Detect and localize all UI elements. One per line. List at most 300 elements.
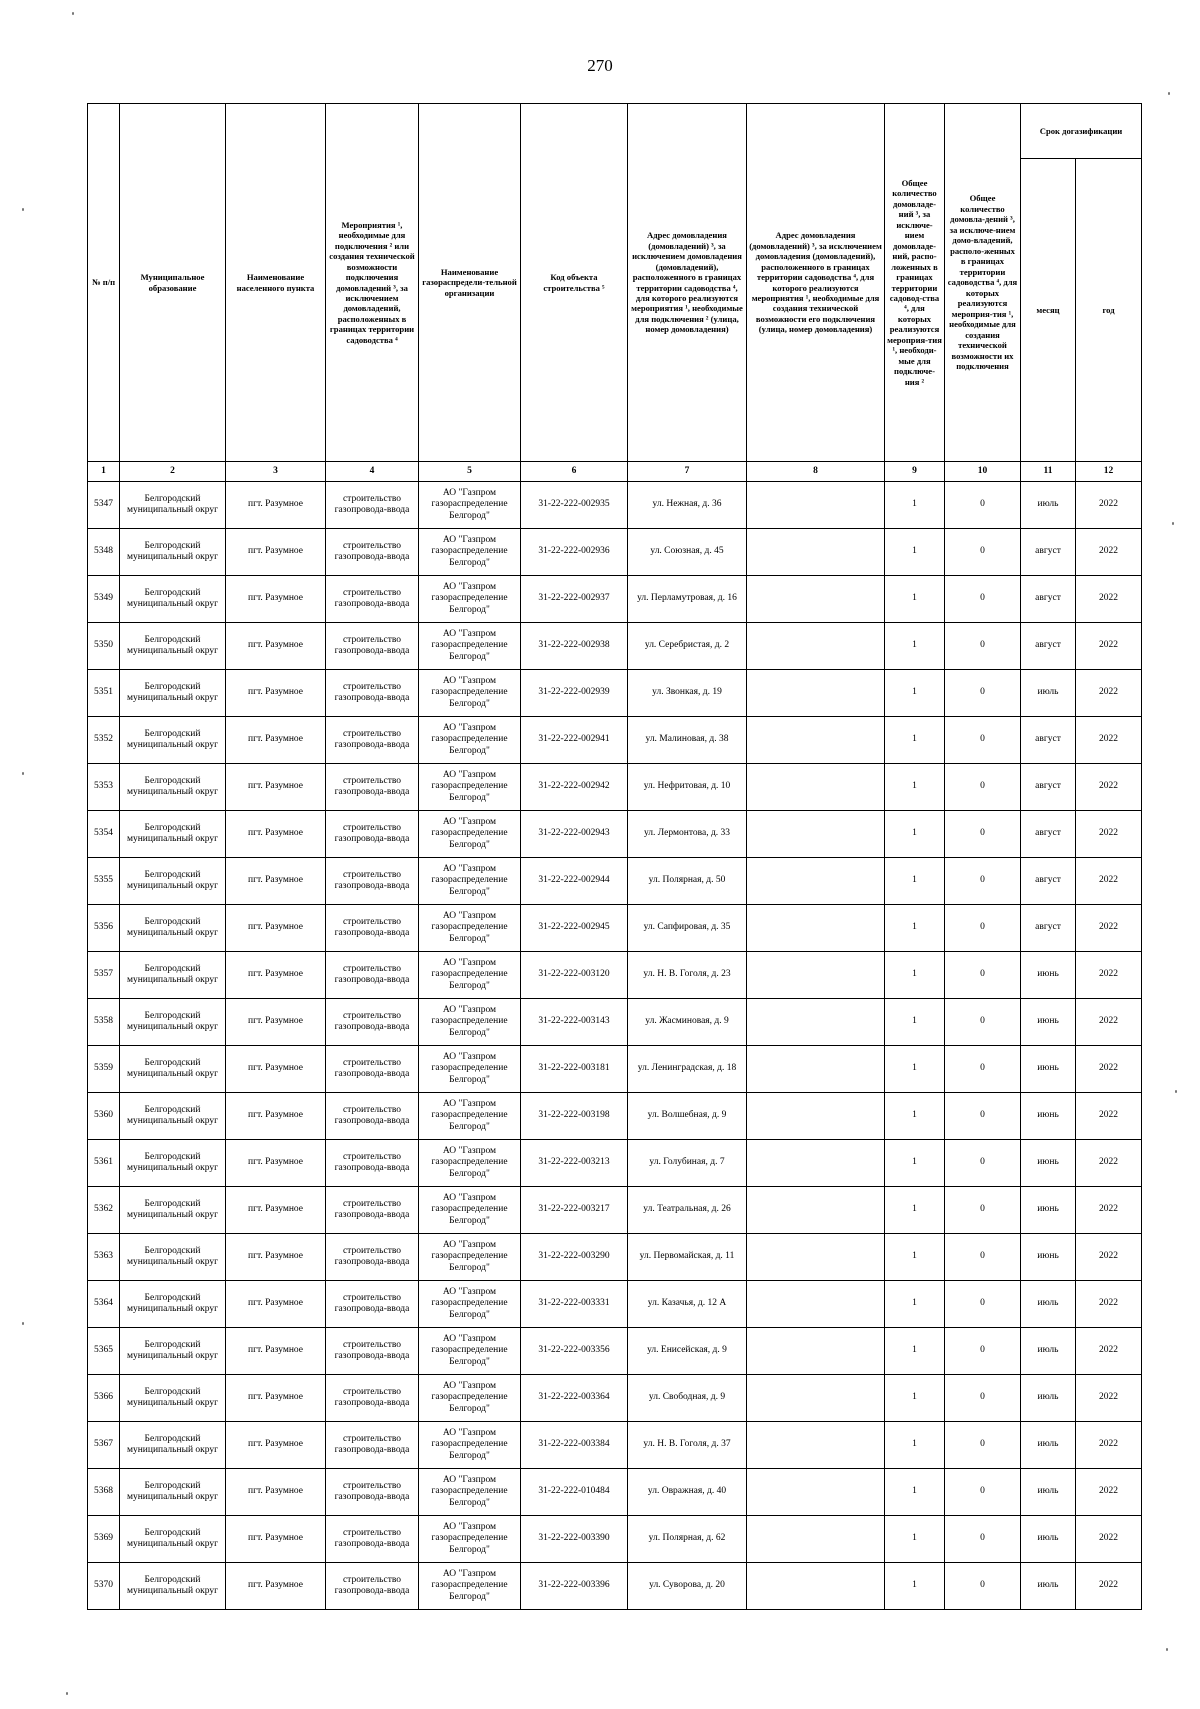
row-count-connection: 1 [885,482,945,529]
row-measure: строительство газопровода-ввода [326,1422,419,1469]
row-object-code: 31-22-222-002936 [521,529,628,576]
row-address-technical [747,1375,885,1422]
column-number: 11 [1021,462,1076,482]
row-address-technical [747,811,885,858]
row-number: 5360 [88,1093,120,1140]
row-measure: строительство газопровода-ввода [326,1281,419,1328]
row-number: 5355 [88,858,120,905]
row-measure: строительство газопровода-ввода [326,1187,419,1234]
row-settlement: пгт. Разумное [226,529,326,576]
row-gas-organization: АО "Газпром газораспределение Белгород" [419,1093,521,1140]
column-number: 7 [628,462,747,482]
row-count-connection: 1 [885,811,945,858]
row-municipality: Белгородский муниципальный округ [120,858,226,905]
row-municipality: Белгородский муниципальный округ [120,1281,226,1328]
row-year: 2022 [1076,670,1142,717]
row-year: 2022 [1076,1516,1142,1563]
row-year: 2022 [1076,905,1142,952]
row-number: 5369 [88,1516,120,1563]
row-address-technical [747,999,885,1046]
row-object-code: 31-22-222-003364 [521,1375,628,1422]
row-measure: строительство газопровода-ввода [326,1469,419,1516]
row-gas-organization: АО "Газпром газораспределение Белгород" [419,482,521,529]
row-number: 5358 [88,999,120,1046]
column-number: 4 [326,462,419,482]
row-address-technical [747,1281,885,1328]
col-header-object-code: Код объекта строительства ⁵ [521,104,628,462]
row-address-technical [747,529,885,576]
row-month: август [1021,717,1076,764]
row-month: июль [1021,1469,1076,1516]
row-settlement: пгт. Разумное [226,482,326,529]
row-number: 5354 [88,811,120,858]
row-address: ул. Полярная, д. 50 [628,858,747,905]
col-header-count-connection: Общее количество домовладе-ний ³, за исключе-нием домовладе-ний, распо-ложенных в границах территории садовод-ства ⁴, для которых реализуются мероприя-тия ¹, необходи-мые для подключе-ния ² [885,104,945,462]
row-count-connection: 1 [885,1328,945,1375]
row-municipality: Белгородский муниципальный округ [120,1046,226,1093]
row-count-technical: 0 [945,1093,1021,1140]
row-count-connection: 1 [885,1469,945,1516]
row-month: июнь [1021,1234,1076,1281]
table-row [88,576,1142,623]
row-object-code: 31-22-222-003198 [521,1093,628,1140]
row-year: 2022 [1076,1281,1142,1328]
row-gas-organization: АО "Газпром газораспределение Белгород" [419,670,521,717]
row-settlement: пгт. Разумное [226,717,326,764]
row-count-technical: 0 [945,764,1021,811]
row-address-technical [747,858,885,905]
row-count-technical: 0 [945,717,1021,764]
row-settlement: пгт. Разумное [226,576,326,623]
row-address-technical [747,1093,885,1140]
row-settlement: пгт. Разумное [226,670,326,717]
row-settlement: пгт. Разумное [226,1375,326,1422]
row-count-technical: 0 [945,858,1021,905]
table-row [88,999,1142,1046]
row-number: 5365 [88,1328,120,1375]
row-count-technical: 0 [945,1516,1021,1563]
row-year: 2022 [1076,1328,1142,1375]
row-gas-organization: АО "Газпром газораспределение Белгород" [419,1234,521,1281]
table-row [88,623,1142,670]
col-header-number: № п/п [88,104,120,462]
table-row [88,529,1142,576]
row-object-code: 31-22-222-002945 [521,905,628,952]
row-month: июль [1021,1422,1076,1469]
row-object-code: 31-22-222-002943 [521,811,628,858]
table-row [88,1375,1142,1422]
row-count-connection: 1 [885,905,945,952]
row-year: 2022 [1076,1140,1142,1187]
row-count-connection: 1 [885,1234,945,1281]
row-measure: строительство газопровода-ввода [326,1093,419,1140]
row-count-connection: 1 [885,764,945,811]
row-month: август [1021,811,1076,858]
row-address: ул. Лермонтова, д. 33 [628,811,747,858]
row-year: 2022 [1076,1469,1142,1516]
row-number: 5352 [88,717,120,764]
row-count-technical: 0 [945,1375,1021,1422]
column-numbers-row [88,462,1142,482]
row-month: июль [1021,1328,1076,1375]
row-address: ул. Звонкая, д. 19 [628,670,747,717]
row-gas-organization: АО "Газпром газораспределение Белгород" [419,1563,521,1610]
row-year: 2022 [1076,1422,1142,1469]
col-header-count-technical: Общее количество домовла-дений ³, за исключе-нием домо-владений, располо-женных в границах территории садоводства ⁴, для которых реализуются мероприя-тия ¹, необходимые для создания технической возможности их подключения [945,104,1021,462]
row-month: август [1021,858,1076,905]
table-row [88,1187,1142,1234]
table-row [88,717,1142,764]
row-address: ул. Полярная, д. 62 [628,1516,747,1563]
row-count-technical: 0 [945,1563,1021,1610]
table-row [88,952,1142,999]
row-municipality: Белгородский муниципальный округ [120,623,226,670]
row-month: июнь [1021,1046,1076,1093]
row-measure: строительство газопровода-ввода [326,482,419,529]
row-count-connection: 1 [885,1422,945,1469]
row-address-technical [747,1469,885,1516]
row-count-technical: 0 [945,811,1021,858]
row-count-technical: 0 [945,905,1021,952]
row-number: 5356 [88,905,120,952]
row-count-technical: 0 [945,623,1021,670]
row-settlement: пгт. Разумное [226,1328,326,1375]
table-row [88,1328,1142,1375]
row-object-code: 31-22-222-003120 [521,952,628,999]
row-number: 5347 [88,482,120,529]
row-gas-organization: АО "Газпром газораспределение Белгород" [419,1281,521,1328]
col-header-address-technical: Адрес домовладения (домовладений) ³, за исключением домовладения (домовладений), расположенного в границах территории садоводства ⁴, для которого реализуются мероприятия ¹, необходимые для создания технической возможности его подключения (улица, номер домовладения) [747,104,885,462]
row-number: 5361 [88,1140,120,1187]
row-month: август [1021,529,1076,576]
row-gas-organization: АО "Газпром газораспределение Белгород" [419,623,521,670]
row-object-code: 31-22-222-010484 [521,1469,628,1516]
row-address-technical [747,1328,885,1375]
row-object-code: 31-22-222-002938 [521,623,628,670]
row-address: ул. Суворова, д. 20 [628,1563,747,1610]
row-count-technical: 0 [945,1281,1021,1328]
row-measure: строительство газопровода-ввода [326,952,419,999]
row-count-connection: 1 [885,623,945,670]
row-count-connection: 1 [885,952,945,999]
row-count-connection: 1 [885,858,945,905]
table-row [88,1046,1142,1093]
row-address-technical [747,1234,885,1281]
table-row [88,905,1142,952]
column-number: 1 [88,462,120,482]
table-row [88,1469,1142,1516]
row-address: ул. Жасминовая, д. 9 [628,999,747,1046]
row-address-technical [747,1563,885,1610]
row-count-connection: 1 [885,529,945,576]
row-municipality: Белгородский муниципальный округ [120,1375,226,1422]
row-address: ул. Ленинградская, д. 18 [628,1046,747,1093]
row-object-code: 31-22-222-003384 [521,1422,628,1469]
row-object-code: 31-22-222-003213 [521,1140,628,1187]
row-measure: строительство газопровода-ввода [326,905,419,952]
column-number: 9 [885,462,945,482]
row-count-technical: 0 [945,1046,1021,1093]
row-address-technical [747,576,885,623]
row-municipality: Белгородский муниципальный округ [120,1140,226,1187]
row-year: 2022 [1076,1187,1142,1234]
table-row [88,1234,1142,1281]
row-object-code: 31-22-222-003181 [521,1046,628,1093]
row-municipality: Белгородский муниципальный округ [120,717,226,764]
row-measure: строительство газопровода-ввода [326,717,419,764]
row-object-code: 31-22-222-003290 [521,1234,628,1281]
gasification-table [87,103,1142,1610]
row-count-connection: 1 [885,1516,945,1563]
row-month: июль [1021,1563,1076,1610]
row-month: июль [1021,482,1076,529]
row-measure: строительство газопровода-ввода [326,623,419,670]
row-count-connection: 1 [885,1187,945,1234]
row-address-technical [747,717,885,764]
col-header-deadline-group: Срок догазификации [1021,104,1142,159]
row-measure: строительство газопровода-ввода [326,1516,419,1563]
row-address-technical [747,764,885,811]
row-year: 2022 [1076,1093,1142,1140]
table-row [88,1563,1142,1610]
row-address-technical [747,905,885,952]
row-municipality: Белгородский муниципальный округ [120,1469,226,1516]
row-number: 5364 [88,1281,120,1328]
row-gas-organization: АО "Газпром газораспределение Белгород" [419,1375,521,1422]
row-year: 2022 [1076,1375,1142,1422]
col-header-gas-organization: Наименование газораспредели-тельной организации [419,104,521,462]
row-measure: строительство газопровода-ввода [326,1140,419,1187]
row-settlement: пгт. Разумное [226,858,326,905]
row-gas-organization: АО "Газпром газораспределение Белгород" [419,717,521,764]
row-address-technical [747,1422,885,1469]
row-gas-organization: АО "Газпром газораспределение Белгород" [419,1140,521,1187]
row-settlement: пгт. Разумное [226,1187,326,1234]
row-number: 5350 [88,623,120,670]
row-gas-organization: АО "Газпром газораспределение Белгород" [419,1422,521,1469]
row-measure: строительство газопровода-ввода [326,1328,419,1375]
row-settlement: пгт. Разумное [226,764,326,811]
row-settlement: пгт. Разумное [226,1046,326,1093]
row-gas-organization: АО "Газпром газораспределение Белгород" [419,764,521,811]
row-number: 5353 [88,764,120,811]
row-number: 5363 [88,1234,120,1281]
table-row [88,1093,1142,1140]
row-address: ул. Театральная, д. 26 [628,1187,747,1234]
row-address: ул. Голубиная, д. 7 [628,1140,747,1187]
row-measure: строительство газопровода-ввода [326,999,419,1046]
row-gas-organization: АО "Газпром газораспределение Белгород" [419,1328,521,1375]
row-number: 5348 [88,529,120,576]
row-address-technical [747,1140,885,1187]
row-number: 5362 [88,1187,120,1234]
row-object-code: 31-22-222-003143 [521,999,628,1046]
row-settlement: пгт. Разумное [226,905,326,952]
row-address: ул. Малиновая, д. 38 [628,717,747,764]
column-number: 12 [1076,462,1142,482]
table-row [88,764,1142,811]
row-settlement: пгт. Разумное [226,952,326,999]
column-number: 6 [521,462,628,482]
row-municipality: Белгородский муниципальный округ [120,952,226,999]
row-count-technical: 0 [945,670,1021,717]
row-count-connection: 1 [885,576,945,623]
row-municipality: Белгородский муниципальный округ [120,1563,226,1610]
row-settlement: пгт. Разумное [226,1281,326,1328]
row-month: июнь [1021,1093,1076,1140]
row-municipality: Белгородский муниципальный округ [120,1234,226,1281]
row-count-technical: 0 [945,576,1021,623]
row-address-technical [747,1187,885,1234]
row-count-technical: 0 [945,1140,1021,1187]
row-count-technical: 0 [945,1234,1021,1281]
row-address: ул. Первомайская, д. 11 [628,1234,747,1281]
row-count-technical: 0 [945,1187,1021,1234]
row-number: 5370 [88,1563,120,1610]
row-count-connection: 1 [885,670,945,717]
row-settlement: пгт. Разумное [226,1516,326,1563]
row-settlement: пгт. Разумное [226,1469,326,1516]
row-measure: строительство газопровода-ввода [326,1563,419,1610]
row-year: 2022 [1076,1563,1142,1610]
row-year: 2022 [1076,1046,1142,1093]
row-count-technical: 0 [945,1422,1021,1469]
table-row [88,670,1142,717]
row-address: ул. Нежная, д. 36 [628,482,747,529]
row-month: июль [1021,670,1076,717]
column-number: 8 [747,462,885,482]
table-row [88,811,1142,858]
row-count-technical: 0 [945,482,1021,529]
row-month: июнь [1021,1187,1076,1234]
col-header-year: год [1076,159,1142,462]
row-count-technical: 0 [945,952,1021,999]
row-address: ул. Перламутровая, д. 16 [628,576,747,623]
row-object-code: 31-22-222-003356 [521,1328,628,1375]
row-object-code: 31-22-222-002942 [521,764,628,811]
row-number: 5351 [88,670,120,717]
table-row [88,1422,1142,1469]
row-gas-organization: АО "Газпром газораспределение Белгород" [419,999,521,1046]
row-number: 5349 [88,576,120,623]
row-month: август [1021,623,1076,670]
row-gas-organization: АО "Газпром газораспределение Белгород" [419,1516,521,1563]
row-month: август [1021,576,1076,623]
row-year: 2022 [1076,858,1142,905]
row-measure: строительство газопровода-ввода [326,576,419,623]
row-count-connection: 1 [885,1281,945,1328]
row-month: август [1021,764,1076,811]
row-address: ул. Енисейская, д. 9 [628,1328,747,1375]
page-number: 270 [587,56,613,75]
row-address-technical [747,952,885,999]
row-count-technical: 0 [945,1328,1021,1375]
row-municipality: Белгородский муниципальный округ [120,670,226,717]
row-number: 5359 [88,1046,120,1093]
row-count-connection: 1 [885,1563,945,1610]
row-address: ул. Сапфировая, д. 35 [628,905,747,952]
row-municipality: Белгородский муниципальный округ [120,905,226,952]
row-address: ул. Н. В. Гоголя, д. 23 [628,952,747,999]
row-gas-organization: АО "Газпром газораспределение Белгород" [419,576,521,623]
table-body [88,482,1142,1610]
row-municipality: Белгородский муниципальный округ [120,1516,226,1563]
row-count-technical: 0 [945,1469,1021,1516]
row-number: 5357 [88,952,120,999]
row-gas-organization: АО "Газпром газораспределение Белгород" [419,1046,521,1093]
row-object-code: 31-22-222-002939 [521,670,628,717]
row-settlement: пгт. Разумное [226,1140,326,1187]
row-month: июнь [1021,999,1076,1046]
row-gas-organization: АО "Газпром газораспределение Белгород" [419,811,521,858]
row-gas-organization: АО "Газпром газораспределение Белгород" [419,858,521,905]
col-header-measures: Мероприятия ¹, необходимые для подключения ² или создания технической возможности подключения домовладений ³, за исключением домовладений, расположенных в границах территории садоводства ⁴ [326,104,419,462]
row-municipality: Белгородский муниципальный округ [120,999,226,1046]
row-year: 2022 [1076,717,1142,764]
row-address: ул. Нефритовая, д. 10 [628,764,747,811]
row-settlement: пгт. Разумное [226,1422,326,1469]
table-row [88,1516,1142,1563]
row-count-connection: 1 [885,1093,945,1140]
table-row [88,858,1142,905]
row-year: 2022 [1076,811,1142,858]
row-address: ул. Серебристая, д. 2 [628,623,747,670]
row-measure: строительство газопровода-ввода [326,529,419,576]
row-municipality: Белгородский муниципальный округ [120,764,226,811]
row-number: 5366 [88,1375,120,1422]
row-number: 5367 [88,1422,120,1469]
row-count-connection: 1 [885,999,945,1046]
column-number: 5 [419,462,521,482]
row-address-technical [747,670,885,717]
column-number: 10 [945,462,1021,482]
row-measure: строительство газопровода-ввода [326,858,419,905]
row-count-connection: 1 [885,1375,945,1422]
row-object-code: 31-22-222-002941 [521,717,628,764]
row-settlement: пгт. Разумное [226,811,326,858]
row-address: ул. Н. В. Гоголя, д. 37 [628,1422,747,1469]
row-municipality: Белгородский муниципальный округ [120,576,226,623]
row-count-connection: 1 [885,1046,945,1093]
row-count-connection: 1 [885,717,945,764]
row-gas-organization: АО "Газпром газораспределение Белгород" [419,1187,521,1234]
row-municipality: Белгородский муниципальный округ [120,811,226,858]
row-gas-organization: АО "Газпром газораспределение Белгород" [419,952,521,999]
row-address: ул. Союзная, д. 45 [628,529,747,576]
row-object-code: 31-22-222-003331 [521,1281,628,1328]
row-municipality: Белгородский муниципальный округ [120,1093,226,1140]
row-year: 2022 [1076,623,1142,670]
row-municipality: Белгородский муниципальный округ [120,1422,226,1469]
row-settlement: пгт. Разумное [226,623,326,670]
column-number: 2 [120,462,226,482]
row-municipality: Белгородский муниципальный округ [120,1328,226,1375]
row-address-technical [747,1046,885,1093]
row-object-code: 31-22-222-003396 [521,1563,628,1610]
col-header-address-connection: Адрес домовладения (домовладений) ³, за исключением домовладения (домовладений), расположенного в границах территории садоводства ⁴, для которого реализуются мероприятия ¹, необходимые для подключения ² (улица, номер домовладения) [628,104,747,462]
row-address: ул. Казачья, д. 12 А [628,1281,747,1328]
row-settlement: пгт. Разумное [226,1563,326,1610]
row-year: 2022 [1076,764,1142,811]
column-number: 3 [226,462,326,482]
col-header-settlement: Наименование населенного пункта [226,104,326,462]
row-measure: строительство газопровода-ввода [326,1234,419,1281]
row-month: июль [1021,1516,1076,1563]
table-row [88,1281,1142,1328]
row-year: 2022 [1076,999,1142,1046]
row-object-code: 31-22-222-002935 [521,482,628,529]
row-address: ул. Овражная, д. 40 [628,1469,747,1516]
